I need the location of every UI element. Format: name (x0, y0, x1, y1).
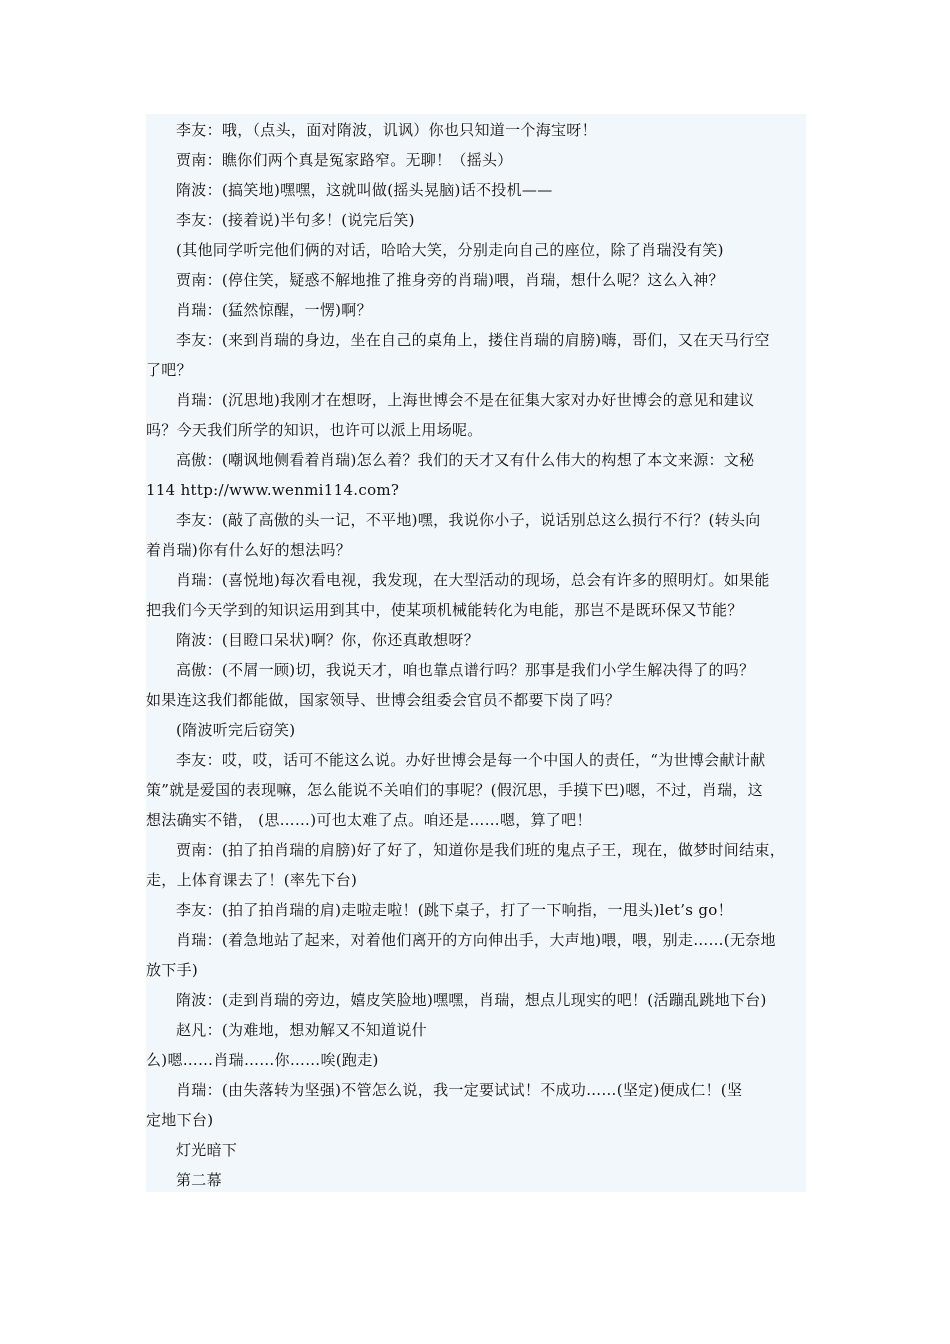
text-line: (隋波听完后窃笑) (176, 721, 296, 739)
text-line: (其他同学听完他们俩的对话，哈哈大笑，分别走向自己的座位，除了肖瑞没有笑) (176, 241, 724, 259)
text-line: 把我们今天学到的知识运用到其中，使某项机械能转化为电能，那岂不是既环保又节能？ (146, 601, 743, 619)
text-line: 了吧？ (146, 361, 192, 379)
text-line: 放下手) (146, 961, 199, 979)
text-line: 定地下台) (146, 1111, 214, 1129)
text-line: 隋波：(目瞪口呆状)啊？你，你还真敢想呀？ (176, 631, 480, 649)
text-line: 高傲：(嘲讽地侧看着肖瑞)怎么着？我们的天才又有什么伟大的构想了本文来源：文秘 (176, 451, 755, 469)
text-line: 贾南：(拍了拍肖瑞的肩膀)好了好了，知道你是我们班的鬼点子王，现在，做梦时间结束， (176, 841, 786, 859)
document-text-block (146, 114, 806, 1192)
text-line: 策”就是爱国的表现嘛，怎么能说不关咱们的事呢？(假沉思，手摸下巴)嗯，不过，肖瑞，这 (146, 781, 763, 799)
text-line: 肖瑞：(猛然惊醒，一愣)啊？ (176, 301, 372, 319)
text-line: 灯光暗下 (176, 1141, 238, 1159)
text-line: 如果连这我们都能做，国家领导、世博会组委会官员不都要下岗了吗？ (146, 691, 621, 709)
text-line: 李友：(拍了拍肖瑞的肩)走啦走啦！(跳下桌子，打了一下响指，一甩头)let’s go！ (176, 901, 733, 919)
text-line: 李友：(接着说)半句多！(说完后笑) (176, 211, 415, 229)
text-line: 么)嗯……肖瑞……你……唉(跑走) (146, 1051, 379, 1069)
text-line: 第二幕 (176, 1171, 222, 1189)
text-line: 走，上体育课去了！(率先下台) (146, 871, 358, 889)
text-line: 想法确实不错， (思……)可也太难了点。咱还是……嗯，算了吧！ (146, 811, 592, 829)
text-line: 李友：哎，哎，话可不能这么说。办好世博会是每一个中国人的责任，“为世博会献计献 (176, 751, 766, 769)
text-line: 肖瑞：(沉思地)我刚才在想呀，上海世博会不是在征集大家对办好世博会的意见和建议 (176, 391, 755, 409)
text-line: 隋波：(走到肖瑞的旁边，嬉皮笑脸地)嘿嘿，肖瑞，想点儿现实的吧！(活蹦乱跳地下台) (176, 991, 767, 1009)
text-line: 吗？今天我们所学的知识，也许可以派上用场呢。 (146, 421, 483, 439)
text-line: 李友：哦，（点头，面对隋波，讥讽）你也只知道一个海宝呀！ (176, 121, 597, 139)
text-line: 肖瑞：(着急地站了起来，对着他们离开的方向伸出手，大声地)喂，喂，别走……(无奈地 (176, 931, 776, 949)
text-line: 贾南：瞧你们两个真是冤家路窄。无聊！（摇头） (176, 151, 513, 169)
text-line: 李友：(敲了高傲的头一记，不平地)嘿，我说你小子，说话别总这么损行不行？(转头向 (176, 511, 761, 529)
text-line: 着肖瑞)你有什么好的想法吗？ (146, 541, 352, 559)
text-line: 李友：(来到肖瑞的身边，坐在自己的桌角上，搂住肖瑞的肩膀)嗨，哥们，又在天马行空 (176, 331, 770, 349)
text-line: 肖瑞：(由失落转为坚强)不管怎么说，我一定要试试！不成功……(坚定)便成仁！(坚 (176, 1081, 743, 1099)
text-line: 114 http://www.wenmi114.com? (146, 481, 400, 499)
text-line: 高傲：(不屑一顾)切，我说天才，咱也靠点谱行吗？那事是我们小学生解决得了的吗？ (176, 661, 755, 679)
text-line: 隋波：(搞笑地)嘿嘿，这就叫做(摇头晃脑)话不投机—— (176, 181, 553, 199)
text-line: 赵凡：(为难地，想劝解又不知道说什 (176, 1021, 427, 1039)
text-line: 贾南：(停住笑，疑惑不解地推了推身旁的肖瑞)喂，肖瑞，想什么呢？这么入神？ (176, 271, 724, 289)
text-line: 肖瑞：(喜悦地)每次看电视，我发现，在大型活动的现场，总会有许多的照明灯。如果能 (176, 571, 770, 589)
